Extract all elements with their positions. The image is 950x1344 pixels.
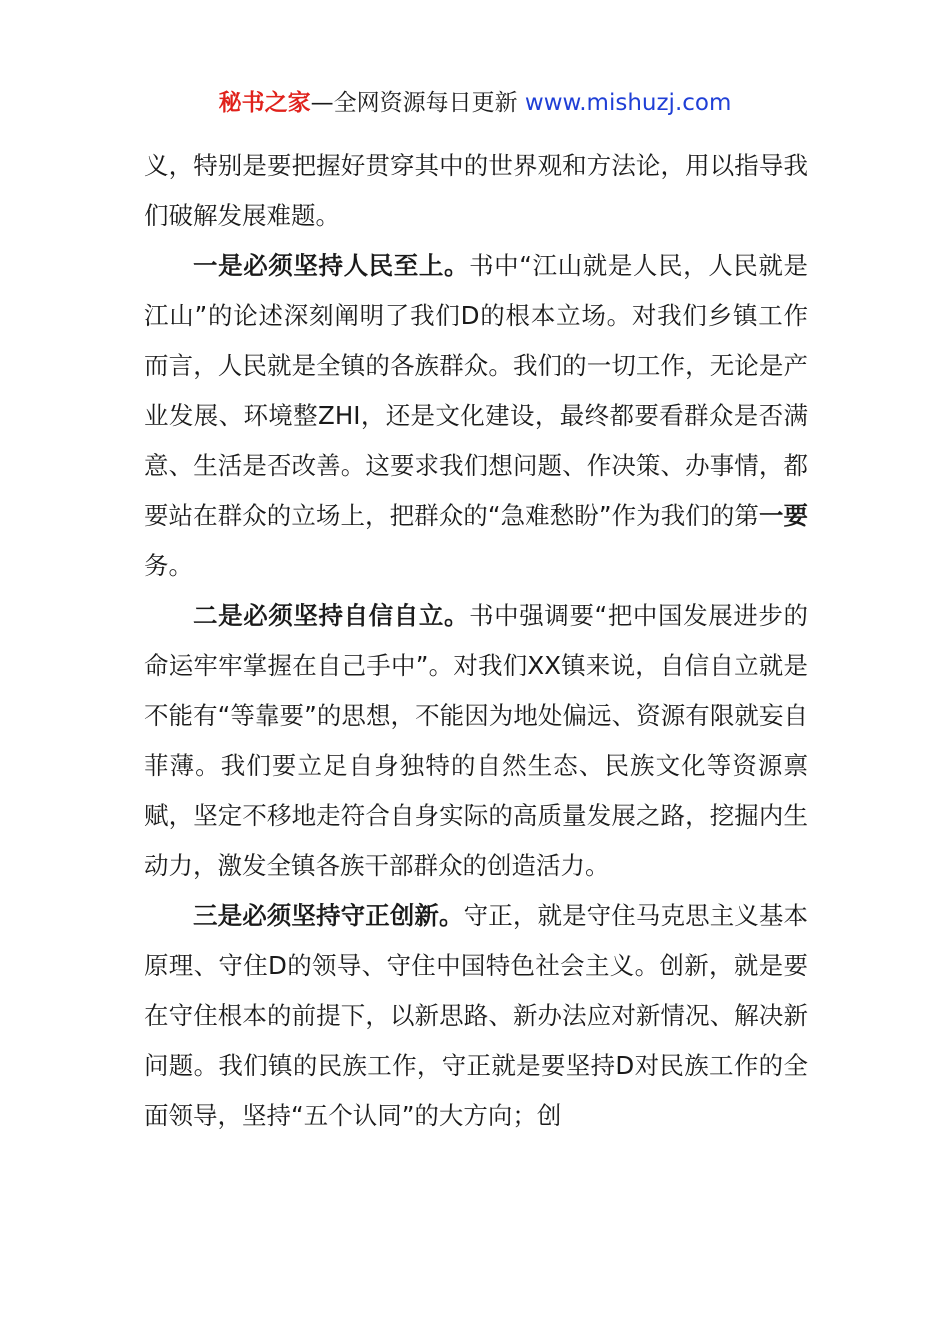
- paragraph-self-reliance: [144, 591, 808, 891]
- paragraph-people-first: [144, 241, 808, 591]
- paragraph-text: 书中强调要“把中国发展进步的命运牢牢掌握在自己手中”。对我们XX镇来说，自信自立就是不能有“等靠要”的思想，不能因为地处偏远、资源有限就妄自菲薄。我们要立足自身独特的自然生态、民族文化等资源禀赋，坚定不移地走符合自身实际的高质量发展之路，挖掘内生动力，激发全镇各族干部群众的创造活力。: [144, 601, 808, 880]
- page-header: [0, 86, 950, 120]
- paragraph-lead: 一是必须坚持人民至上。: [193, 251, 470, 280]
- paragraph-emphasis: 一要: [758, 501, 808, 530]
- header-brand: 秘书之家: [218, 90, 311, 116]
- document-body: [144, 141, 808, 1141]
- paragraph-text-end: 务。: [144, 551, 193, 580]
- paragraph-innovation: [144, 891, 808, 1141]
- paragraph-lead: 三是必须坚持守正创新。: [193, 901, 464, 930]
- paragraph-continuation: [144, 141, 808, 241]
- paragraph-text: 义，特别是要把握好贯穿其中的世界观和方法论，用以指导我们破解发展难题。: [144, 151, 808, 230]
- header-site-link[interactable]: www.mishuzj.com: [524, 90, 732, 116]
- paragraph-text: 书中“江山就是人民，人民就是江山”的论述深刻阐明了我们D的根本立场。对我们乡镇工作而言，人民就是全镇的各族群众。我们的一切工作，无论是产业发展、环境整ZHI，还是文化建设，最终都要看群众是否满意、生活是否改善。这要求我们想问题、作决策、办事情，都要站在群众的立场上，把群众的“急难愁盼”作为我们的第: [144, 251, 808, 530]
- paragraph-lead: 二是必须坚持自信自立。: [193, 601, 470, 630]
- header-tagline: —全网资源每日更新: [310, 90, 518, 116]
- paragraph-text: 守正，就是守住马克思主义基本原理、守住D的领导、守住中国特色社会主义。创新，就是要在守住根本的前提下，以新思路、新办法应对新情况、解决新问题。我们镇的民族工作，守正就是要坚持D对民族工作的全面领导，坚持“五个认同”的大方向；创: [144, 901, 809, 1130]
